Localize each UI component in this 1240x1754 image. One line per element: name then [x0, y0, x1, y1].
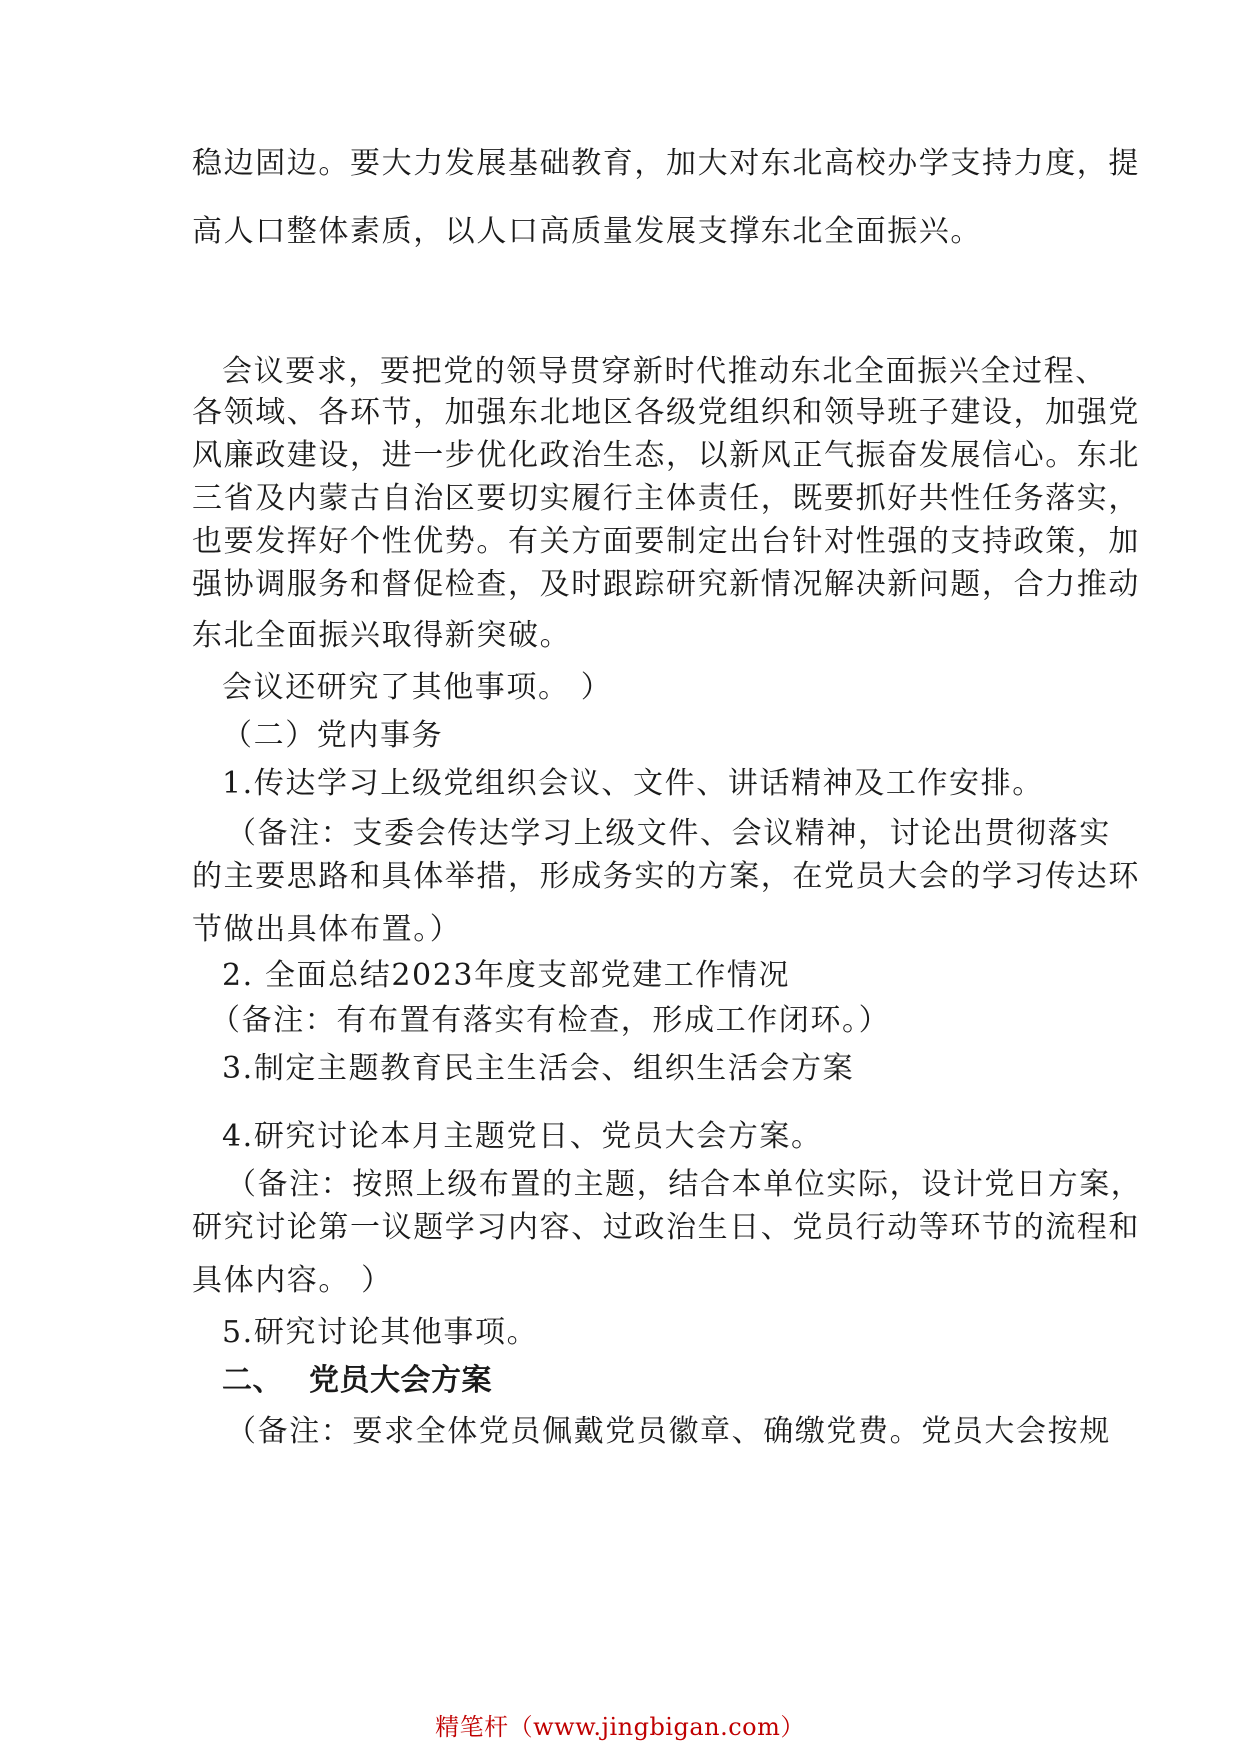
list-item-2: 2. 全面总结2023年度支部党建工作情况	[222, 958, 791, 993]
body-line: 各领域、各环节，加强东北地区各级党组织和领导班子建设，加强党	[192, 395, 1140, 430]
body-line: 风廉政建设，进一步优化政治生态，以新风正气振奋发展信心。东北	[192, 438, 1140, 473]
body-line: 稳边固边。要大力发展基础教育，加大对东北高校办学支持力度，提	[192, 146, 1140, 181]
subheading: （二）党内事务	[222, 718, 444, 753]
note-line: 节做出具体布置。）	[192, 912, 462, 947]
body-line: 三省及内蒙古自治区要切实履行主体责任，既要抓好共性任务落实，	[192, 481, 1140, 516]
note-line: （备注：按照上级布置的主题，结合本单位实际，设计党日方案，	[226, 1167, 1143, 1202]
section-heading	[222, 1362, 1082, 1400]
footer-watermark: 精笔杆（www.jingbigan.com）	[435, 1713, 805, 1741]
list-item-5: 5.研究讨论其他事项。	[222, 1315, 539, 1350]
body-line: 强协调服务和督促检查，及时跟踪研究新情况解决新问题，合力推动	[192, 567, 1140, 602]
note-line: 的主要思路和具体举措，形成务实的方案，在党员大会的学习传达环	[192, 859, 1140, 894]
section-number: 二、	[222, 1363, 283, 1398]
note-line: （备注：支委会传达学习上级文件、会议精神，讨论出贯彻落实	[226, 816, 1111, 851]
note-line: 研究讨论第一议题学习内容、过政治生日、党员行动等环节的流程和	[192, 1210, 1140, 1245]
body-line: 会议要求，要把党的领导贯穿新时代推动东北全面振兴全过程、	[222, 354, 1107, 389]
list-item-3: 3.制定主题教育民主生活会、组织生活会方案	[222, 1051, 855, 1086]
note-line: （备注：要求全体党员佩戴党员徽章、确缴党费。党员大会按规	[226, 1414, 1111, 1449]
body-line: 东北全面振兴取得新突破。	[192, 618, 572, 653]
list-item-1: 1.传达学习上级党组织会议、文件、讲话精神及工作安排。	[222, 766, 1044, 801]
note-line: 具体内容。 ）	[192, 1263, 393, 1298]
section-title: 党员大会方案	[309, 1363, 492, 1398]
body-line: 也要发挥好个性优势。有关方面要制定出台针对性强的支持政策，加	[192, 524, 1140, 559]
body-line: 会议还研究了其他事项。 ）	[222, 670, 613, 705]
body-line: 高人口整体素质，以人口高质量发展支撑东北全面振兴。	[192, 214, 982, 249]
note-line: （备注：有布置有落实有检查，形成工作闭环。）	[210, 1003, 891, 1038]
list-item-4: 4.研究讨论本月主题党日、党员大会方案。	[222, 1119, 823, 1154]
